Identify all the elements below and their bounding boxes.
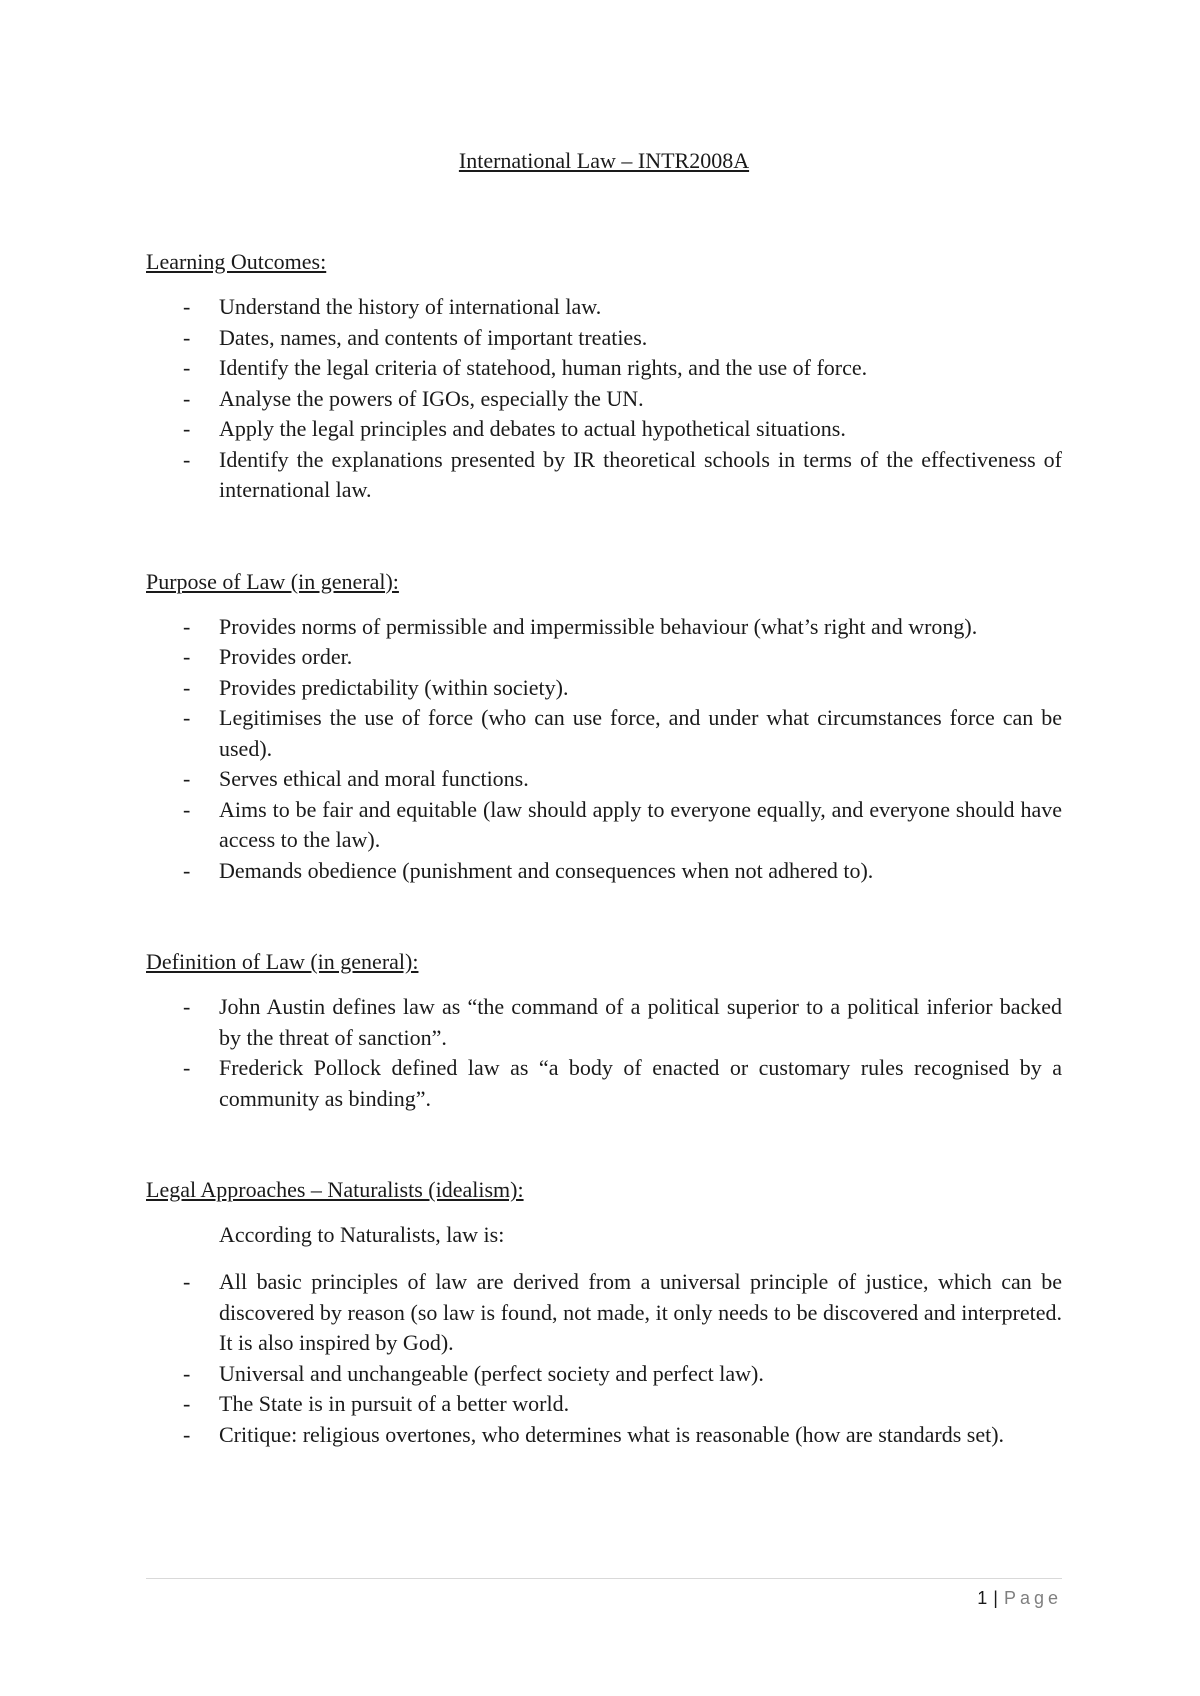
bullet-dash: - [183, 644, 191, 669]
list-item-text: All basic principles of law are derived from a universal principle of justice, which can be discovered by reason (so law is found, not made, it only needs to be discovered and interpreted. It is also inspired by God). [219, 1269, 1062, 1355]
list-item [146, 612, 1062, 643]
bullet-list [146, 292, 1062, 506]
list-item-text: Legitimises the use of force (who can use force, and under what circumstances force can be used). [219, 705, 1062, 761]
list-item-text: Demands obedience (punishment and consequences when not adhered to). [219, 857, 874, 883]
bullet-dash: - [183, 766, 191, 791]
section-intro: According to Naturalists, law is: [219, 1222, 505, 1247]
page-number-label [977, 1588, 1062, 1609]
section-heading: Legal Approaches – Naturalists (idealism): [146, 1177, 524, 1202]
list-item [146, 353, 1062, 384]
list-item [146, 414, 1062, 445]
list-item-text: Frederick Pollock defined law as “a body of enacted or customary rules recognised by a community as binding”. [219, 1055, 1062, 1111]
list-item-text: Provides norms of permissible and impermissible behaviour (what’s right and wrong). [219, 613, 978, 639]
bullet-dash: - [183, 446, 191, 472]
list-item-text: Universal and unchangeable (perfect society and perfect law). [219, 1360, 764, 1386]
list-item [146, 384, 1062, 415]
list-item-text: Apply the legal principles and debates to actual hypothetical situations. [219, 416, 846, 441]
bullet-dash: - [183, 613, 191, 639]
bullet-dash: - [183, 796, 191, 822]
page-word: Page [1003, 1588, 1062, 1608]
bullet-dash: - [183, 385, 191, 411]
section-purpose-of-law [146, 567, 1062, 887]
list-item [146, 856, 1062, 887]
bullet-list [146, 612, 1062, 887]
document-title: International Law – INTR2008A [458, 148, 750, 173]
list-item-text: Analyse the powers of IGOs, especially the UN. [219, 385, 644, 411]
list-item-text: Provides order. [219, 644, 353, 669]
bullet-dash: - [183, 1269, 191, 1294]
list-item-text: Provides predictability (within society). [219, 674, 569, 700]
list-item-text: Critique: religious overtones, who determines what is reasonable (how are standards set). [219, 1421, 1005, 1447]
document-page [146, 146, 1062, 1450]
list-item [146, 445, 1062, 506]
bullet-dash: - [183, 857, 191, 883]
bullet-list [146, 992, 1062, 1114]
section-spacer [146, 886, 1062, 947]
list-item [146, 1389, 1062, 1420]
section-naturalists [146, 1175, 1062, 1450]
bullet-dash: - [183, 1421, 191, 1447]
list-item-text: Identify the legal criteria of statehood, human rights, and the use of force. [219, 355, 868, 380]
list-item-text: Aims to be fair and equitable (law should apply to everyone equally, and everyone should have access to the law). [219, 796, 1062, 852]
list-item [146, 1053, 1062, 1114]
bullet-dash: - [183, 705, 191, 730]
list-item [146, 1267, 1062, 1359]
bullet-dash: - [183, 355, 191, 380]
section-learning-outcomes [146, 247, 1062, 506]
page-footer [146, 1578, 1062, 1608]
section-definition-of-law [146, 947, 1062, 1114]
section-spacer [146, 1114, 1062, 1175]
page-number: 1 [977, 1588, 988, 1608]
list-item-text: The State is in pursuit of a better world. [219, 1391, 570, 1416]
list-item [146, 292, 1062, 323]
bullet-dash: - [183, 294, 191, 319]
list-item [146, 1359, 1062, 1390]
bullet-dash: - [183, 1360, 191, 1386]
bullet-dash: - [183, 1391, 191, 1416]
list-item [146, 1420, 1062, 1451]
section-heading: Definition of Law (in general): [146, 949, 419, 974]
list-item-text: Dates, names, and contents of important treaties. [219, 324, 648, 350]
section-heading: Learning Outcomes: [146, 249, 327, 274]
list-item [146, 795, 1062, 856]
list-item-text: Identify the explanations presented by IR theoretical schools in terms of the effectiveness of international law. [219, 446, 1062, 502]
footer-separator: | [993, 1588, 998, 1608]
list-item [146, 992, 1062, 1053]
list-item [146, 673, 1062, 704]
bullet-dash: - [183, 416, 191, 441]
bullet-list [146, 1267, 1062, 1450]
bullet-dash: - [183, 674, 191, 700]
list-item-text: Serves ethical and moral functions. [219, 766, 529, 791]
list-item [146, 323, 1062, 354]
section-heading: Purpose of Law (in general): [146, 568, 399, 594]
list-item [146, 703, 1062, 764]
list-item [146, 642, 1062, 673]
list-item-text: Understand the history of international law. [219, 294, 602, 319]
bullet-dash: - [183, 1055, 191, 1080]
bullet-dash: - [183, 324, 191, 350]
list-item-text: John Austin defines law as “the command of a political superior to a political inferior backed by the threat of sanction”. [219, 994, 1062, 1050]
bullet-dash: - [183, 994, 191, 1019]
list-item [146, 764, 1062, 795]
section-spacer [146, 506, 1062, 567]
